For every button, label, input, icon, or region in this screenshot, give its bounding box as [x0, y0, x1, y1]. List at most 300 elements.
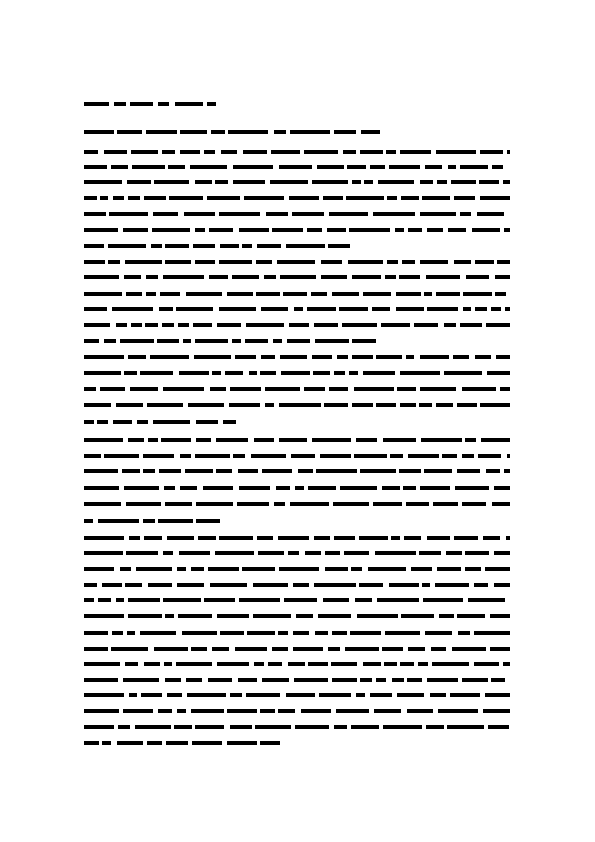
word-mark [491, 678, 505, 682]
word-mark [363, 292, 391, 296]
word-mark [472, 228, 500, 232]
word-mark [84, 502, 121, 506]
word-mark [216, 469, 232, 473]
word-mark [406, 355, 414, 359]
word-mark [474, 662, 499, 666]
word-mark [195, 228, 205, 232]
word-mark [215, 551, 254, 555]
word-mark [304, 150, 338, 154]
word-mark [193, 244, 215, 248]
word-mark [349, 371, 358, 375]
word-mark [198, 536, 216, 540]
word-mark [355, 598, 372, 602]
word-mark [286, 693, 315, 697]
word-mark [207, 196, 240, 200]
word-mark [279, 567, 319, 571]
word-mark [436, 292, 460, 296]
word-mark [116, 598, 124, 602]
word-mark [230, 387, 261, 391]
word-mark [126, 551, 158, 555]
word-mark [385, 631, 420, 635]
word-mark [164, 662, 172, 666]
word-mark [271, 150, 300, 154]
word-mark [127, 180, 151, 184]
word-mark [352, 339, 376, 343]
word-mark [462, 454, 474, 458]
word-mark [254, 662, 264, 666]
word-mark [315, 631, 328, 635]
word-mark [420, 260, 448, 264]
word-mark [165, 502, 192, 506]
word-mark [84, 709, 119, 713]
word-mark [104, 150, 127, 154]
word-mark [438, 709, 478, 713]
word-mark [480, 403, 510, 407]
word-mark [463, 292, 492, 296]
word-mark [354, 387, 394, 391]
word-mark [147, 403, 183, 407]
body-line [84, 519, 224, 523]
word-mark [219, 307, 256, 311]
word-mark [175, 102, 203, 106]
word-mark [465, 551, 489, 555]
word-mark [137, 420, 148, 424]
word-mark [211, 130, 225, 134]
word-mark [260, 741, 280, 745]
word-mark [408, 454, 439, 458]
word-mark [209, 228, 233, 232]
word-mark [186, 292, 222, 296]
word-mark [253, 614, 291, 618]
word-mark [84, 260, 105, 264]
word-mark [131, 150, 158, 154]
word-mark [117, 130, 142, 134]
body-line [84, 420, 236, 424]
word-mark [314, 583, 356, 587]
word-mark [334, 130, 356, 134]
word-mark [159, 469, 181, 473]
word-mark [460, 212, 471, 216]
word-mark [345, 647, 379, 651]
word-mark [84, 387, 96, 391]
body-line [84, 150, 510, 154]
word-mark [84, 567, 114, 571]
word-mark [148, 583, 172, 587]
word-mark [279, 438, 307, 442]
word-mark [257, 244, 281, 248]
word-mark [229, 403, 260, 407]
word-mark [84, 725, 114, 729]
word-mark [84, 469, 118, 473]
word-mark [442, 454, 457, 458]
word-mark [286, 244, 325, 248]
word-mark [404, 536, 421, 540]
word-mark [273, 339, 282, 343]
header-line [84, 102, 216, 106]
body-line [84, 244, 352, 248]
word-mark [462, 502, 486, 506]
word-mark [370, 693, 392, 697]
word-mark [157, 339, 179, 343]
word-mark [390, 454, 403, 458]
document-body [84, 0, 510, 760]
word-mark [468, 598, 505, 602]
word-mark [337, 355, 348, 359]
word-mark [301, 709, 331, 713]
word-mark [158, 519, 193, 523]
body-line [84, 387, 510, 391]
word-mark [462, 387, 496, 391]
word-mark [194, 355, 231, 359]
word-mark [123, 678, 159, 682]
word-mark [486, 469, 500, 473]
word-mark [399, 275, 420, 279]
word-mark [84, 307, 107, 311]
word-mark [278, 709, 295, 713]
word-mark [272, 647, 288, 651]
word-mark [165, 614, 174, 618]
word-mark [375, 551, 416, 555]
word-mark [220, 631, 244, 635]
word-mark [490, 647, 510, 651]
word-mark [391, 536, 400, 540]
word-mark [348, 260, 383, 264]
word-mark [298, 469, 313, 473]
word-mark [274, 502, 285, 506]
word-mark [466, 275, 489, 279]
word-mark [408, 647, 425, 651]
word-mark [352, 355, 373, 359]
word-mark [132, 165, 165, 169]
word-mark [244, 196, 284, 200]
word-mark [424, 292, 432, 296]
word-mark [422, 196, 450, 200]
word-mark [325, 551, 340, 555]
word-mark [383, 725, 422, 729]
body-line [84, 275, 510, 279]
word-mark [351, 567, 362, 571]
word-mark [376, 403, 396, 407]
word-mark [183, 339, 191, 343]
word-mark [180, 486, 197, 490]
word-mark [195, 339, 228, 343]
word-mark [191, 567, 204, 571]
word-mark [424, 469, 452, 473]
word-mark [180, 454, 191, 458]
word-mark [402, 260, 415, 264]
word-mark [203, 486, 233, 490]
word-mark [504, 469, 510, 473]
word-mark [307, 228, 322, 232]
word-mark [178, 323, 189, 327]
word-mark [146, 292, 156, 296]
word-mark [427, 678, 458, 682]
word-mark [84, 130, 114, 134]
word-mark [116, 323, 127, 327]
word-mark [454, 260, 471, 264]
word-mark [210, 583, 247, 587]
word-mark [287, 339, 310, 343]
word-mark [204, 598, 235, 602]
word-mark [486, 323, 510, 327]
word-mark [349, 228, 390, 232]
word-mark [377, 598, 419, 602]
word-mark [251, 454, 286, 458]
word-mark [497, 260, 510, 264]
word-mark [217, 323, 241, 327]
word-mark [477, 212, 504, 216]
word-mark [305, 551, 321, 555]
word-mark [329, 387, 348, 391]
word-mark [84, 102, 109, 106]
word-mark [400, 662, 414, 666]
word-mark [505, 307, 510, 311]
word-mark [233, 165, 273, 169]
word-mark [193, 323, 212, 327]
word-mark [84, 536, 124, 540]
word-mark [233, 180, 265, 184]
word-mark [420, 486, 450, 490]
word-mark [84, 180, 122, 184]
word-mark [483, 536, 500, 540]
word-mark [196, 502, 233, 506]
word-mark [382, 647, 403, 651]
word-mark [439, 614, 454, 618]
word-mark [485, 693, 510, 697]
word-mark [368, 567, 406, 571]
word-mark [84, 339, 99, 343]
body-line [84, 678, 510, 682]
word-mark [382, 486, 400, 490]
word-mark [84, 228, 118, 232]
word-mark [143, 454, 174, 458]
word-mark [153, 420, 190, 424]
word-mark [145, 323, 158, 327]
word-mark [220, 244, 239, 248]
body-line [84, 180, 510, 184]
word-mark [104, 339, 116, 343]
word-mark [124, 486, 159, 490]
word-mark [308, 662, 328, 666]
word-mark [321, 275, 347, 279]
word-mark [475, 307, 487, 311]
word-mark [84, 693, 124, 697]
word-mark [334, 536, 355, 540]
word-mark [113, 420, 132, 424]
word-mark [342, 323, 377, 327]
word-mark [195, 454, 230, 458]
word-mark [118, 725, 130, 729]
word-mark [454, 196, 475, 200]
word-mark [283, 292, 307, 296]
word-mark [141, 693, 162, 697]
body-line [84, 741, 280, 745]
word-mark [122, 469, 140, 473]
word-mark [215, 180, 228, 184]
word-mark [304, 387, 325, 391]
word-mark [238, 469, 258, 473]
word-mark [221, 150, 237, 154]
body-line [84, 614, 510, 618]
word-mark [257, 536, 273, 540]
word-mark [400, 371, 440, 375]
word-mark [463, 307, 471, 311]
word-mark [161, 438, 191, 442]
word-mark [84, 292, 122, 296]
body-line [84, 598, 510, 602]
word-mark [207, 102, 216, 106]
word-mark [492, 502, 510, 506]
word-mark [239, 598, 280, 602]
word-mark [356, 693, 365, 697]
word-mark [373, 502, 402, 506]
body-line [84, 438, 510, 442]
word-mark [209, 275, 228, 279]
word-mark [363, 662, 381, 666]
word-mark [195, 725, 224, 729]
word-mark [125, 662, 138, 666]
word-mark [160, 292, 180, 296]
word-mark [323, 598, 349, 602]
word-mark [289, 196, 319, 200]
word-mark [397, 693, 424, 697]
word-mark [163, 598, 201, 602]
word-mark [152, 228, 190, 232]
word-mark [460, 165, 488, 169]
word-mark [158, 102, 169, 106]
word-mark [256, 260, 272, 264]
word-mark [167, 536, 194, 540]
word-mark [407, 709, 433, 713]
word-mark [143, 519, 155, 523]
word-mark [217, 614, 249, 618]
word-mark [496, 355, 510, 359]
word-mark [260, 709, 275, 713]
word-mark [146, 130, 177, 134]
word-mark [164, 486, 175, 490]
word-mark [268, 662, 282, 666]
word-mark [210, 387, 226, 391]
word-mark [146, 275, 158, 279]
word-mark [109, 212, 148, 216]
word-mark [256, 292, 280, 296]
word-mark [350, 631, 381, 635]
word-mark [346, 196, 384, 200]
word-mark [84, 454, 101, 458]
word-mark [128, 196, 140, 200]
word-mark [485, 567, 510, 571]
word-mark [130, 102, 153, 106]
word-mark [503, 180, 510, 184]
body-line [84, 454, 510, 458]
word-mark [261, 355, 275, 359]
word-mark [422, 583, 430, 587]
word-mark [317, 165, 344, 169]
word-mark [154, 647, 188, 651]
word-mark [420, 212, 456, 216]
word-mark [242, 567, 275, 571]
word-mark [320, 454, 351, 458]
heading-line [84, 130, 380, 134]
word-mark [262, 469, 292, 473]
word-mark [492, 165, 503, 169]
word-mark [444, 371, 482, 375]
word-mark [111, 647, 148, 651]
body-line [84, 486, 510, 490]
word-mark [344, 551, 369, 555]
word-mark [436, 403, 453, 407]
word-mark [162, 150, 175, 154]
word-mark [246, 693, 280, 697]
word-mark [242, 244, 252, 248]
body-line [84, 693, 510, 697]
word-mark [294, 678, 328, 682]
word-mark [258, 551, 284, 555]
word-mark [343, 150, 356, 154]
word-mark [125, 260, 162, 264]
word-mark [432, 662, 469, 666]
word-mark [148, 438, 158, 442]
word-mark [84, 355, 124, 359]
word-mark [419, 403, 432, 407]
word-mark [108, 260, 120, 264]
word-mark [293, 647, 323, 651]
word-mark [451, 180, 476, 184]
word-mark [385, 275, 396, 279]
word-mark [465, 438, 476, 442]
word-mark [507, 454, 510, 458]
word-mark [381, 323, 410, 327]
word-mark [185, 469, 213, 473]
word-mark [191, 709, 224, 713]
word-mark [208, 678, 232, 682]
word-mark [112, 307, 153, 311]
word-mark [128, 438, 144, 442]
word-mark [140, 631, 176, 635]
word-mark [217, 662, 249, 666]
word-mark [411, 567, 432, 571]
word-mark [180, 150, 200, 154]
word-mark [284, 598, 317, 602]
word-mark [478, 454, 501, 458]
word-mark [437, 180, 447, 184]
word-mark [227, 709, 257, 713]
word-mark [144, 196, 166, 200]
word-mark [84, 244, 104, 248]
word-mark [352, 180, 361, 184]
word-mark [84, 323, 110, 327]
word-mark [334, 725, 347, 729]
word-mark [487, 371, 510, 375]
word-mark [84, 403, 111, 407]
word-mark [328, 647, 340, 651]
word-mark [84, 741, 99, 745]
word-mark [196, 438, 211, 442]
word-mark [253, 583, 288, 587]
word-mark [239, 228, 269, 232]
word-mark [187, 693, 226, 697]
word-mark [474, 631, 510, 635]
word-mark [506, 536, 510, 540]
word-mark [223, 420, 236, 424]
word-mark [128, 598, 160, 602]
word-mark [423, 598, 463, 602]
word-mark [147, 741, 162, 745]
word-mark [163, 387, 204, 391]
word-mark [247, 631, 275, 635]
word-mark [114, 102, 126, 106]
word-mark [277, 260, 315, 264]
